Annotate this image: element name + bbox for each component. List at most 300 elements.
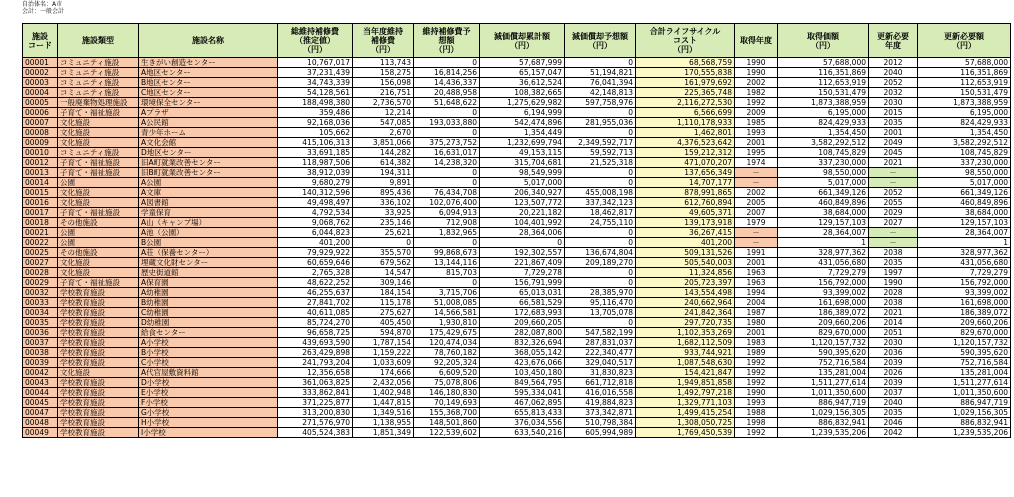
cell-facility-name: A文庫: [139, 188, 278, 198]
cell-acquisition-value: 3,582,292,512: [778, 138, 869, 148]
cell-facility-name: A保育園: [139, 278, 278, 288]
cell-accumulated-depreciation: 315,704,681: [480, 158, 565, 168]
cell-acquisition-year: 1987: [735, 308, 778, 318]
cell-expected-maintenance: 20,488,958: [414, 88, 480, 98]
cell-facility-code: 00014: [23, 178, 58, 188]
cell-expected-maintenance: 0: [414, 108, 480, 118]
cell-acquisition-value: 93,399,002: [778, 288, 869, 298]
cell-renewal-amount: 161,698,000: [918, 298, 1011, 308]
cell-expected-maintenance: 175,429,675: [414, 328, 480, 338]
cell-facility-name: I小学校: [139, 428, 278, 438]
cell-lifecycle-cost: 1,110,178,933: [636, 118, 735, 128]
cell-expected-maintenance: 13,144,116: [414, 258, 480, 268]
cell-acquisition-value: 1,354,450: [778, 128, 869, 138]
cell-facility-type: 文化施設: [58, 118, 139, 128]
cell-total-maintenance: 12,356,658: [278, 368, 353, 378]
column-header-expected-depreciation: 減価償却予想額 （円）: [565, 24, 636, 58]
cell-total-maintenance: 241,793,204: [278, 358, 353, 368]
cell-renewal-amount: 186,389,072: [918, 308, 1011, 318]
cell-lifecycle-cost: 401,200: [636, 238, 735, 248]
cell-facility-code: 00038: [23, 348, 58, 358]
cell-renewal-amount: 829,670,000: [918, 328, 1011, 338]
cell-expected-depreciation: 0: [565, 238, 636, 248]
cell-renewal-year: 2021: [869, 158, 918, 168]
cell-facility-type: 文化施設: [58, 368, 139, 378]
cell-expected-maintenance: 155,368,700: [414, 408, 480, 418]
cell-lifecycle-cost: 241,842,364: [636, 308, 735, 318]
cell-acquisition-value: 112,653,919: [778, 78, 869, 88]
cell-acquisition-year: 2009: [735, 108, 778, 118]
cell-facility-name: E小学校: [139, 388, 278, 398]
cell-current-maintenance: 1,787,154: [353, 338, 414, 348]
table-header-row: [23, 24, 1011, 58]
cell-acquisition-value: 98,550,000: [778, 168, 869, 178]
cell-current-maintenance: 9,891: [353, 178, 414, 188]
cell-renewal-year: －: [869, 168, 918, 178]
cell-total-maintenance: 105,662: [278, 128, 353, 138]
cell-current-maintenance: 1,033,609: [353, 358, 414, 368]
cell-current-maintenance: 275,627: [353, 308, 414, 318]
table-row: [23, 98, 1011, 108]
cell-total-maintenance: 60,659,646: [278, 258, 353, 268]
cell-facility-type: その他施設: [58, 218, 139, 228]
cell-expected-depreciation: 455,008,198: [565, 188, 636, 198]
cell-current-maintenance: 1,851,349: [353, 428, 414, 438]
cell-facility-code: 00028: [23, 268, 58, 278]
cell-expected-maintenance: 712,908: [414, 218, 480, 228]
cell-acquisition-value: 186,389,072: [778, 308, 869, 318]
cell-facility-code: 00047: [23, 408, 58, 418]
cell-facility-type: 子育て・福祉施設: [58, 158, 139, 168]
cell-total-maintenance: 79,929,922: [278, 248, 353, 258]
cell-acquisition-value: 161,698,000: [778, 298, 869, 308]
cell-facility-type: 文化施設: [58, 128, 139, 138]
cell-facility-name: A小学校: [139, 338, 278, 348]
cell-renewal-amount: 3,582,292,512: [918, 138, 1011, 148]
cell-acquisition-value: 6,195,000: [778, 108, 869, 118]
cell-renewal-year: 2037: [869, 388, 918, 398]
cell-facility-code: 00006: [23, 108, 58, 118]
table-row: [23, 398, 1011, 408]
cell-lifecycle-cost: 505,540,003: [636, 258, 735, 268]
cell-facility-type: 子育て・福祉施設: [58, 168, 139, 178]
cell-acquisition-value: 5,017,000: [778, 178, 869, 188]
cell-lifecycle-cost: 159,212,312: [636, 148, 735, 158]
cell-acquisition-value: 28,364,007: [778, 228, 869, 238]
cell-acquisition-value: 824,429,933: [778, 118, 869, 128]
cell-facility-code: 00049: [23, 428, 58, 438]
cell-lifecycle-cost: 1,329,771,103: [636, 398, 735, 408]
cell-current-maintenance: 309,146: [353, 278, 414, 288]
cell-acquisition-year: －: [735, 168, 778, 178]
cell-expected-maintenance: 0: [414, 58, 480, 68]
cell-accumulated-depreciation: 633,540,216: [480, 428, 565, 438]
cell-renewal-amount: 1,029,156,305: [918, 408, 1011, 418]
cell-renewal-amount: 93,399,002: [918, 288, 1011, 298]
cell-facility-name: 給食センター: [139, 328, 278, 338]
cell-acquisition-year: 1988: [735, 408, 778, 418]
cell-current-maintenance: 144,282: [353, 148, 414, 158]
cell-renewal-amount: 38,684,000: [918, 208, 1011, 218]
cell-expected-maintenance: 120,474,034: [414, 338, 480, 348]
cell-expected-maintenance: 815,703: [414, 268, 480, 278]
cell-facility-code: 00033: [23, 298, 58, 308]
cell-expected-depreciation: 28,385,970: [565, 288, 636, 298]
cell-facility-type: コミュニティ施設: [58, 68, 139, 78]
cell-facility-name: B小学校: [139, 348, 278, 358]
cell-facility-code: 00044: [23, 388, 58, 398]
cell-lifecycle-cost: 1,087,548,630: [636, 358, 735, 368]
cell-facility-code: 00001: [23, 58, 58, 68]
cell-expected-maintenance: 6,094,913: [414, 208, 480, 218]
table-row: [23, 68, 1011, 78]
cell-expected-depreciation: 597,758,976: [565, 98, 636, 108]
cell-facility-name: G小学校: [139, 408, 278, 418]
cell-renewal-amount: 824,429,933: [918, 118, 1011, 128]
cell-total-maintenance: 371,225,877: [278, 398, 353, 408]
cell-current-maintenance: 235,146: [353, 218, 414, 228]
cell-renewal-amount: 135,281,004: [918, 368, 1011, 378]
cell-acquisition-year: 2004: [735, 298, 778, 308]
cell-facility-type: 学校教育施設: [58, 338, 139, 348]
cell-renewal-amount: 1,011,350,600: [918, 388, 1011, 398]
cell-facility-code: 00005: [23, 98, 58, 108]
cell-facility-type: 学校教育施設: [58, 298, 139, 308]
column-header-expected-maintenance: 維持補修費予 想額 （円）: [414, 24, 480, 58]
cell-facility-type: 学校教育施設: [58, 288, 139, 298]
cell-accumulated-depreciation: 66,581,529: [480, 298, 565, 308]
column-header-total-maintenance: 総維持補修費 （推定値） （円）: [278, 24, 353, 58]
cell-accumulated-depreciation: 123,507,772: [480, 198, 565, 208]
cell-acquisition-value: 1,511,277,614: [778, 378, 869, 388]
cell-total-maintenance: 333,862,841: [278, 388, 353, 398]
cell-acquisition-value: 156,792,000: [778, 278, 869, 288]
cell-renewal-year: －: [869, 178, 918, 188]
cell-facility-code: 00004: [23, 88, 58, 98]
table-row: [23, 108, 1011, 118]
cell-lifecycle-cost: 612,760,894: [636, 198, 735, 208]
table-row: [23, 308, 1011, 318]
cell-acquisition-year: 1990: [735, 388, 778, 398]
cell-renewal-amount: 1,354,450: [918, 128, 1011, 138]
cell-lifecycle-cost: 6,566,699: [636, 108, 735, 118]
cell-current-maintenance: 158,275: [353, 68, 414, 78]
column-header-facility-code: 施設 コード: [23, 24, 58, 58]
cell-expected-depreciation: 605,994,989: [565, 428, 636, 438]
cell-lifecycle-cost: 137,656,349: [636, 168, 735, 178]
table-row: [23, 208, 1011, 218]
cell-current-maintenance: 12,214: [353, 108, 414, 118]
cell-facility-type: 学校教育施設: [58, 418, 139, 428]
cell-facility-code: 00032: [23, 288, 58, 298]
cell-current-maintenance: 194,311: [353, 168, 414, 178]
cell-total-maintenance: 271,576,970: [278, 418, 353, 428]
cell-facility-type: コミュニティ施設: [58, 58, 139, 68]
cell-renewal-year: 2052: [869, 78, 918, 88]
cell-facility-code: 00037: [23, 338, 58, 348]
table-row: [23, 348, 1011, 358]
cell-current-maintenance: 184,154: [353, 288, 414, 298]
cell-renewal-year: 2039: [869, 358, 918, 368]
cell-lifecycle-cost: 139,173,918: [636, 218, 735, 228]
cell-facility-name: C小学校: [139, 358, 278, 368]
cell-accumulated-depreciation: 368,055,142: [480, 348, 565, 358]
cell-expected-depreciation: 0: [565, 278, 636, 288]
cell-current-maintenance: 25,621: [353, 228, 414, 238]
cell-lifecycle-cost: 240,662,964: [636, 298, 735, 308]
cell-renewal-year: －: [869, 238, 918, 248]
cell-renewal-amount: 209,660,206: [918, 318, 1011, 328]
cell-acquisition-year: 1995: [735, 148, 778, 158]
cell-acquisition-year: 1992: [735, 358, 778, 368]
column-header-facility-type: 施設類型: [58, 24, 139, 58]
cell-current-maintenance: 14,547: [353, 268, 414, 278]
cell-expected-depreciation: 547,582,199: [565, 328, 636, 338]
cell-lifecycle-cost: 143,554,498: [636, 288, 735, 298]
cell-current-maintenance: 2,736,570: [353, 98, 414, 108]
cell-expected-maintenance: 70,149,693: [414, 398, 480, 408]
cell-expected-maintenance: 75,078,806: [414, 378, 480, 388]
cell-current-maintenance: 614,382: [353, 158, 414, 168]
cell-lifecycle-cost: 1,769,450,539: [636, 428, 735, 438]
cell-facility-code: 00048: [23, 418, 58, 428]
cell-renewal-year: 2040: [869, 68, 918, 78]
cell-lifecycle-cost: 49,605,371: [636, 208, 735, 218]
cell-facility-code: 00036: [23, 328, 58, 338]
cell-expected-maintenance: 375,273,752: [414, 138, 480, 148]
cell-expected-depreciation: 0: [565, 58, 636, 68]
cell-total-maintenance: 2,765,328: [278, 268, 353, 278]
cell-facility-code: 00042: [23, 368, 58, 378]
cell-current-maintenance: 115,178: [353, 298, 414, 308]
table-row: [23, 338, 1011, 348]
municipality-label: 自治体名：A市: [22, 1, 63, 8]
cell-renewal-year: 2038: [869, 298, 918, 308]
cell-facility-code: 00045: [23, 398, 58, 408]
cell-current-maintenance: 1,159,222: [353, 348, 414, 358]
cell-expected-depreciation: 287,831,037: [565, 338, 636, 348]
cell-total-maintenance: 263,429,898: [278, 348, 353, 358]
cell-total-maintenance: 33,691,185: [278, 148, 353, 158]
cell-current-maintenance: 895,436: [353, 188, 414, 198]
cell-current-maintenance: 174,666: [353, 368, 414, 378]
cell-acquisition-value: 129,157,103: [778, 218, 869, 228]
cell-lifecycle-cost: 68,568,759: [636, 58, 735, 68]
cell-facility-code: 00003: [23, 78, 58, 88]
cell-expected-maintenance: 14,436,337: [414, 78, 480, 88]
cell-facility-type: コミュニティ施設: [58, 88, 139, 98]
cell-current-maintenance: 3,851,066: [353, 138, 414, 148]
cell-renewal-amount: 5,017,000: [918, 178, 1011, 188]
cell-facility-type: コミュニティ施設: [58, 78, 139, 88]
table-row: [23, 328, 1011, 338]
cell-current-maintenance: 216,751: [353, 88, 414, 98]
cell-renewal-amount: 460,849,896: [918, 198, 1011, 208]
cell-facility-type: 子育て・福祉施設: [58, 108, 139, 118]
cell-renewal-year: 2021: [869, 308, 918, 318]
cell-accumulated-depreciation: 1,354,449: [480, 128, 565, 138]
cell-current-maintenance: 1,402,948: [353, 388, 414, 398]
table-row: [23, 358, 1011, 368]
cell-renewal-amount: 1: [918, 238, 1011, 248]
cell-accumulated-depreciation: 98,549,999: [480, 168, 565, 178]
cell-expected-depreciation: 419,884,823: [565, 398, 636, 408]
cell-facility-type: 学校教育施設: [58, 358, 139, 368]
cell-expected-depreciation: 51,194,821: [565, 68, 636, 78]
cell-acquisition-value: 150,531,479: [778, 88, 869, 98]
cell-total-maintenance: 96,658,725: [278, 328, 353, 338]
cell-facility-code: 00027: [23, 258, 58, 268]
cell-acquisition-value: 886,947,719: [778, 398, 869, 408]
cell-acquisition-year: 2001: [735, 138, 778, 148]
cell-accumulated-depreciation: 221,867,409: [480, 258, 565, 268]
cell-accumulated-depreciation: 0: [480, 238, 565, 248]
cell-facility-type: 文化施設: [58, 138, 139, 148]
cell-acquisition-value: 886,832,941: [778, 418, 869, 428]
cell-renewal-year: 2052: [869, 188, 918, 198]
cell-acquisition-year: 1992: [735, 428, 778, 438]
cell-accumulated-depreciation: 209,660,205: [480, 318, 565, 328]
cell-renewal-amount: 886,832,941: [918, 418, 1011, 428]
cell-facility-name: B地区センター: [139, 78, 278, 88]
cell-facility-type: 学校教育施設: [58, 378, 139, 388]
cell-acquisition-value: 1: [778, 238, 869, 248]
cell-renewal-year: 2049: [869, 138, 918, 148]
cell-acquisition-year: 1993: [735, 398, 778, 408]
cell-expected-depreciation: 95,116,470: [565, 298, 636, 308]
cell-facility-code: 00018: [23, 218, 58, 228]
column-header-acquisition-year: 取得年度: [735, 24, 778, 58]
cell-facility-code: 00010: [23, 148, 58, 158]
cell-accumulated-depreciation: 49,153,115: [480, 148, 565, 158]
cell-acquisition-value: 1,029,156,305: [778, 408, 869, 418]
cell-facility-name: A池（公園）: [139, 228, 278, 238]
cell-expected-maintenance: 1,832,965: [414, 228, 480, 238]
cell-accumulated-depreciation: 65,013,031: [480, 288, 565, 298]
cell-acquisition-value: 590,395,620: [778, 348, 869, 358]
cell-facility-name: A公園: [139, 178, 278, 188]
cell-facility-name: H小学校: [139, 418, 278, 428]
cell-acquisition-year: 1963: [735, 278, 778, 288]
cell-facility-name: D小学校: [139, 378, 278, 388]
cell-renewal-year: 2040: [869, 398, 918, 408]
cell-facility-type: 公園: [58, 178, 139, 188]
cell-expected-maintenance: 0: [414, 278, 480, 288]
cell-renewal-year: 2030: [869, 338, 918, 348]
column-header-acquisition-value: 取得価額 （円）: [778, 24, 869, 58]
cell-lifecycle-cost: 1,102,353,269: [636, 328, 735, 338]
cell-accumulated-depreciation: 108,382,665: [480, 88, 565, 98]
cell-renewal-year: 2030: [869, 98, 918, 108]
cell-total-maintenance: 313,200,830: [278, 408, 353, 418]
table-row: [23, 218, 1011, 228]
cell-facility-type: 一般廃棄物処理施設: [58, 98, 139, 108]
cell-total-maintenance: 48,622,252: [278, 278, 353, 288]
cell-acquisition-year: 1991: [735, 248, 778, 258]
table-row: [23, 128, 1011, 138]
cell-facility-name: Aプラザ: [139, 108, 278, 118]
cell-facility-type: 文化施設: [58, 268, 139, 278]
cell-renewal-amount: 108,745,829: [918, 148, 1011, 158]
table-row: [23, 228, 1011, 238]
cell-renewal-amount: 98,550,000: [918, 168, 1011, 178]
cell-total-maintenance: 118,987,506: [278, 158, 353, 168]
cell-expected-depreciation: 2,349,592,717: [565, 138, 636, 148]
cell-facility-type: 学校教育施設: [58, 408, 139, 418]
cell-total-maintenance: 27,841,702: [278, 298, 353, 308]
table-row: [23, 298, 1011, 308]
cell-facility-type: 公園: [58, 238, 139, 248]
cell-expected-maintenance: 122,539,602: [414, 428, 480, 438]
cell-facility-name: A幼稚園: [139, 288, 278, 298]
cell-expected-depreciation: 0: [565, 108, 636, 118]
table-row: [23, 258, 1011, 268]
cell-lifecycle-cost: 1,682,112,509: [636, 338, 735, 348]
cell-acquisition-year: 1998: [735, 418, 778, 428]
cell-expected-depreciation: 510,798,384: [565, 418, 636, 428]
cell-total-maintenance: 54,128,561: [278, 88, 353, 98]
table-row: [23, 58, 1011, 68]
cell-facility-type: 学校教育施設: [58, 308, 139, 318]
cell-expected-maintenance: 0: [414, 178, 480, 188]
cell-accumulated-depreciation: 849,564,795: [480, 378, 565, 388]
cell-expected-depreciation: 373,342,871: [565, 408, 636, 418]
cell-facility-name: A山（キャンプ場）: [139, 218, 278, 228]
cell-acquisition-value: 460,849,896: [778, 198, 869, 208]
cell-expected-depreciation: 337,342,123: [565, 198, 636, 208]
cell-acquisition-year: 1992: [735, 378, 778, 388]
cell-total-maintenance: 37,231,439: [278, 68, 353, 78]
cell-total-maintenance: 40,611,085: [278, 308, 353, 318]
cell-renewal-amount: 752,716,584: [918, 358, 1011, 368]
cell-facility-name: D地区センター: [139, 148, 278, 158]
cell-total-maintenance: 359,486: [278, 108, 353, 118]
cell-acquisition-value: 661,349,126: [778, 188, 869, 198]
cell-renewal-amount: 1,511,277,614: [918, 378, 1011, 388]
column-header-accumulated-depreciation: 減価償却累計額 （円）: [480, 24, 565, 58]
cell-acquisition-value: 108,745,829: [778, 148, 869, 158]
cell-facility-type: 学校教育施設: [58, 318, 139, 328]
cell-acquisition-year: 1990: [735, 58, 778, 68]
cell-accumulated-depreciation: 282,087,800: [480, 328, 565, 338]
cell-lifecycle-cost: 161,979,692: [636, 78, 735, 88]
cell-acquisition-year: 1992: [735, 98, 778, 108]
cell-current-maintenance: 336,102: [353, 198, 414, 208]
cell-renewal-amount: 6,195,000: [918, 108, 1011, 118]
cell-accumulated-depreciation: 172,683,993: [480, 308, 565, 318]
cell-facility-name: B幼稚園: [139, 298, 278, 308]
cell-current-maintenance: 2,670: [353, 128, 414, 138]
cell-expected-maintenance: 102,076,400: [414, 198, 480, 208]
cell-renewal-amount: 1,873,388,959: [918, 98, 1011, 108]
cell-facility-type: 子育て・福祉施設: [58, 278, 139, 288]
cell-current-maintenance: 0: [353, 238, 414, 248]
cell-accumulated-depreciation: 5,017,000: [480, 178, 565, 188]
cell-acquisition-value: 328,977,362: [778, 248, 869, 258]
cell-total-maintenance: 188,498,380: [278, 98, 353, 108]
cell-acquisition-year: 2002: [735, 188, 778, 198]
table-row: [23, 268, 1011, 278]
cell-acquisition-year: 2007: [735, 208, 778, 218]
cell-renewal-year: 2026: [869, 368, 918, 378]
cell-total-maintenance: 38,912,039: [278, 168, 353, 178]
cell-renewal-year: 2035: [869, 118, 918, 128]
cell-current-maintenance: 594,870: [353, 328, 414, 338]
cell-expected-depreciation: 222,340,477: [565, 348, 636, 358]
cell-total-maintenance: 401,200: [278, 238, 353, 248]
cell-expected-maintenance: 193,033,880: [414, 118, 480, 128]
cell-total-maintenance: 140,312,596: [278, 188, 353, 198]
